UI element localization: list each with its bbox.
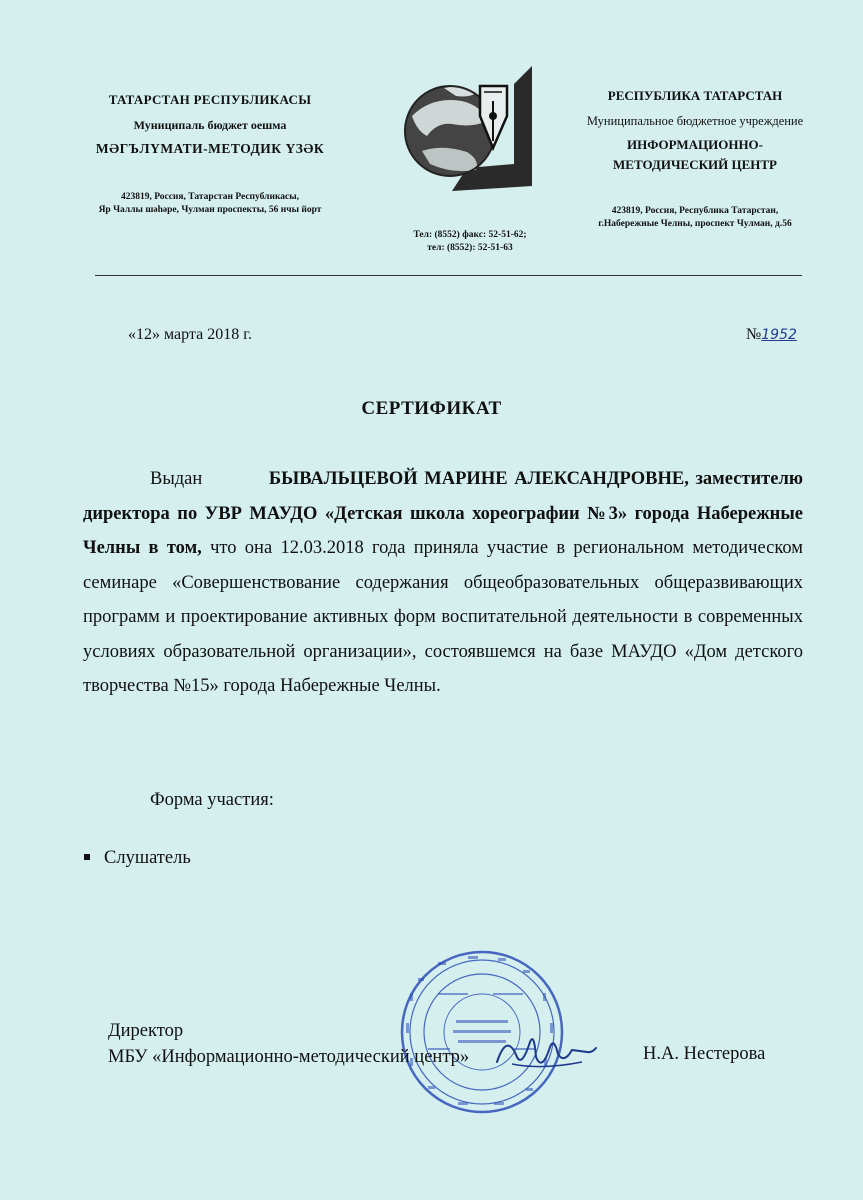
header-right-org-type: Муниципальное бюджетное учреждение xyxy=(586,114,804,128)
contact-line-2: тел: (8552): 52-51-63 xyxy=(427,243,513,253)
header-right-address xyxy=(560,205,830,231)
handwritten-signature-icon xyxy=(492,1022,602,1082)
document-date: «12» марта 2018 г. xyxy=(128,326,252,343)
header-left-address-line1: 423819, Россия, Татарстан Республикасы, xyxy=(120,192,300,202)
document-number-value: 1952 xyxy=(761,327,797,343)
participation-label: Форма участия: xyxy=(150,790,274,810)
signatory-role-line2: МБУ «Информационно-методический центр» xyxy=(108,1047,470,1067)
signatory-name: Н.А. Нестерова xyxy=(643,1044,766,1064)
contact-info xyxy=(380,229,560,255)
participation-item xyxy=(84,848,191,869)
issued-label: Выдан xyxy=(150,469,203,489)
recipient: БЫВАЛЬЦЕВОЙ МАРИНЕ АЛЕКСАНДРОВНЕ, заместителю директора по УВР МАУДО «Детская школа хореографии №3» города Набережные Челны в том, xyxy=(83,469,803,558)
contact-line-1: Тел: (8552) факс: 52-51-62; xyxy=(413,230,527,240)
signatory-role-line1: Директор xyxy=(108,1021,184,1041)
bullet-square-icon xyxy=(84,854,90,860)
header-right-org-name-line1: ИНФОРМАЦИОННО- xyxy=(626,137,763,152)
participation-item-text: Слушатель xyxy=(104,848,191,868)
header-right-org-name-line2: МЕТОДИЧЕСКИЙ ЦЕНТР xyxy=(613,157,777,172)
header-left-address-line2: Яр Чаллы шәһәре, Чулман проспекты, 56 нчы йорт xyxy=(98,205,322,215)
header-left-address xyxy=(60,191,360,217)
certificate-body xyxy=(83,462,803,704)
header-right-org-name xyxy=(560,135,830,175)
header-left-republic: ТАТАРСТАН РЕСПУБЛИКАСЫ xyxy=(108,92,312,107)
certificate-text: что она 12.03.2018 года приняла участие в региональном методическом семинаре «Совершенствование содержания общеобразовательных общеразвивающих программ и проектирование активных форм воспитательной деятельности в современных условиях образовательной организации», состоявшемся на базе МАУДО «Дом детского творчества №15» города Набережные Челны. xyxy=(83,538,803,696)
header-divider xyxy=(95,275,802,276)
document-title: СЕРТИФИКАТ xyxy=(361,398,502,419)
signatory-role xyxy=(108,1018,469,1070)
header-right xyxy=(560,88,830,231)
header-right-address-line2: г.Набережные Челны, проспект Чулман, д.56 xyxy=(598,219,792,229)
header-left xyxy=(60,92,360,217)
document-number xyxy=(746,326,797,344)
header-left-org-type: Муниципаль бюджет оешма xyxy=(133,118,287,132)
organization-logo-icon xyxy=(392,56,542,196)
header-right-address-line1: 423819, Россия, Республика Татарстан, xyxy=(611,206,779,216)
document-number-label: № xyxy=(746,326,762,343)
header-left-org-name: МӘГЪЛҮМАТИ-МЕТОДИК ҮЗӘК xyxy=(95,141,325,156)
header-right-republic: РЕСПУБЛИКА ТАТАРСТАН xyxy=(607,88,783,103)
